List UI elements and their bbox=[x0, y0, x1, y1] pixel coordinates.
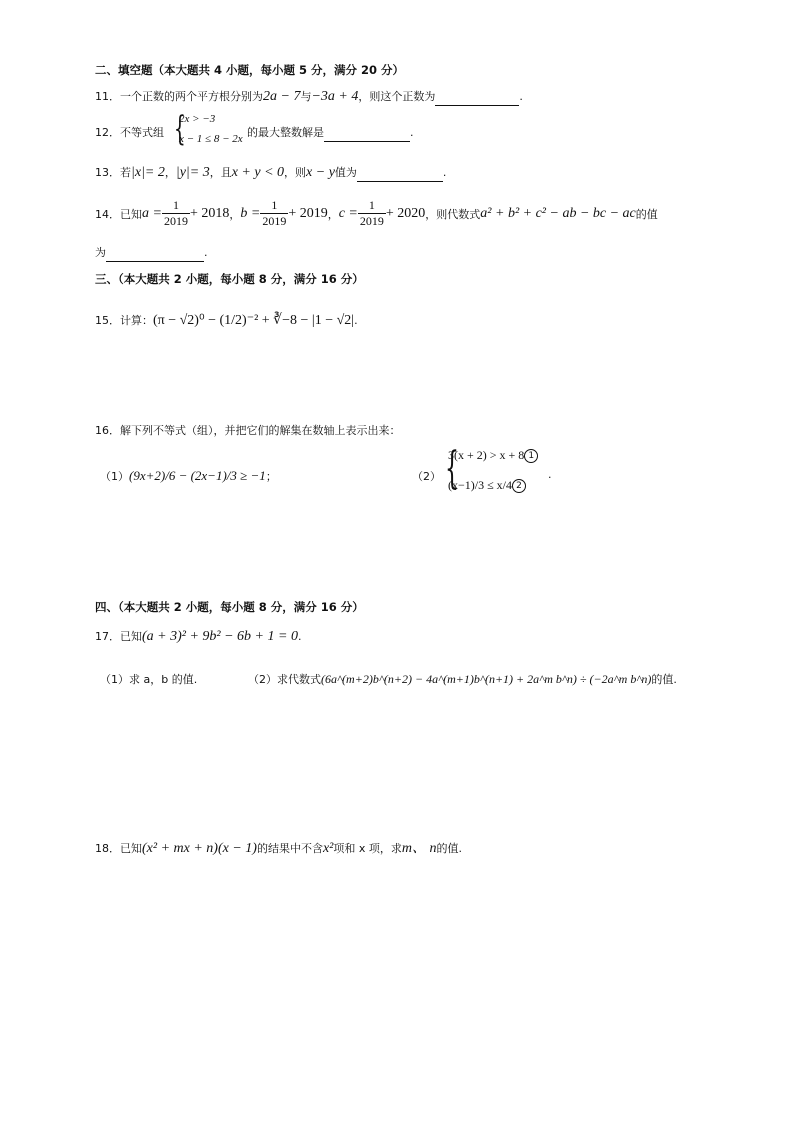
question-14: 14． 已知 a = $\frac{1}{2019}$ + 2018 ， b = $\frac{1}{2019}$ + 2019 ， c = $\frac{1}{2019}$ + 2020 ，则代数式 a² + b² + c² − ab − bc − ac 的值 bbox=[95, 198, 658, 228]
q11-text: 一个正数的两个平方根分别为 bbox=[120, 90, 263, 103]
q16-system-line-1: 3(x + 2) > x + 8 1 bbox=[448, 448, 538, 463]
section-3-heading: 三、（本大题共 2 小题，每小题 8 分，满分 16 分） bbox=[95, 272, 364, 286]
question-17: 17．已知(a + 3)² + 9b² − 6b + 1 = 0. bbox=[95, 629, 302, 644]
q14-c: c = bbox=[338, 205, 358, 221]
question-18: 18．已知(x² + mx + n)(x − 1)的结果中不含x²项和 x 项，求m、 n的值. bbox=[95, 841, 463, 856]
q11-end: . bbox=[519, 90, 523, 103]
q17-part-2: （2）求代数式(6a^(m+2)b^(n+2) − 4a^(m+1)b^(n+1) + 2a^m b^n) ÷ (−2a^m b^n)的值. bbox=[248, 672, 677, 686]
q16-brace: { bbox=[445, 443, 459, 494]
question-15: 15．计算：(π − √2)⁰ − (1/2)⁻² + ∛−8 − |1 − √2|. bbox=[95, 313, 358, 328]
q16-part-1-expr: (9x+2)/6 − (2x−1)/3 ≥ −1 bbox=[129, 468, 266, 483]
label-circle-2: 2 bbox=[512, 479, 526, 493]
q13-expr-1: |x|= 2 bbox=[131, 165, 165, 180]
question-16: 16．解下列不等式（组），并把它们的解集在数轴上表示出来： bbox=[95, 424, 401, 437]
q12-tail: 的最大整数解是 . bbox=[247, 124, 414, 142]
q14-frac-c: $\frac{1}{2019}$ bbox=[359, 198, 384, 228]
q11-expr-1: 2a − 7 bbox=[263, 89, 301, 104]
label-circle-1: 1 bbox=[524, 449, 538, 463]
q14-frac-a: $\frac{1}{2019}$ bbox=[163, 198, 188, 228]
q16-part-1: （1）(9x+2)/6 − (2x−1)/3 ≥ −1； bbox=[100, 468, 277, 483]
q16-system-line-2: (x−1)/3 ≤ x/4 2 bbox=[448, 478, 526, 493]
q13-expr-4: x − y bbox=[306, 165, 335, 180]
q17-part-1: （1）求 a，b 的值. bbox=[100, 673, 198, 686]
section-2-heading: 二、填空题（本大题共 4 小题，每小题 5 分，满分 20 分） bbox=[95, 63, 405, 77]
q12-line-2: x − 1 ≤ 8 − 2x bbox=[179, 133, 243, 145]
q18-expr: (x² + mx + n)(x − 1) bbox=[142, 841, 257, 856]
q11-number: 11． bbox=[95, 90, 120, 103]
q13-expr-3: x + y < 0 bbox=[231, 165, 285, 180]
q18-m-n: m、 n bbox=[401, 841, 437, 856]
q18-x-squared: x² bbox=[322, 841, 334, 856]
q14-answer-blank[interactable] bbox=[106, 248, 204, 262]
q13-answer-blank[interactable] bbox=[357, 168, 443, 182]
q13-expr-2: |y|= 3 bbox=[175, 165, 210, 180]
q14-expr: a² + b² + c² − ab − bc − ac bbox=[480, 205, 636, 221]
section-4-heading: 四、（本大题共 2 小题，每小题 8 分，满分 16 分） bbox=[95, 600, 364, 614]
q17-expr: (a + 3)² + 9b² − 6b + 1 = 0 bbox=[142, 629, 298, 644]
q16-part-2: （2） { 3(x + 2) > x + 8 1 (x−1)/3 ≤ x/4 2 . bbox=[412, 443, 552, 494]
q14-b: b = bbox=[240, 205, 261, 221]
q17-part-2-expr: (6a^(m+2)b^(n+2) − 4a^(m+1)b^(n+1) + 2a^m b^n) ÷ (−2a^m b^n) bbox=[321, 672, 652, 686]
q12-line-1: 2x > −3 bbox=[179, 113, 216, 125]
q11-text-2: 与 bbox=[300, 90, 312, 103]
question-13: 13．若|x|= 2，|y|= 3，且x + y < 0，则x − y值为 . bbox=[95, 165, 447, 180]
q12-number-and-text: 12．不等式组 bbox=[95, 126, 164, 139]
q14-frac-b: $\frac{1}{2019}$ bbox=[262, 198, 287, 228]
q12-answer-blank[interactable] bbox=[324, 128, 410, 142]
q11-expr-2: −3a + 4 bbox=[311, 89, 359, 104]
question-14-continued: 为 . bbox=[95, 244, 208, 262]
q14-a: a = bbox=[142, 205, 162, 221]
q12-brace: { bbox=[173, 109, 186, 149]
q11-answer-blank[interactable] bbox=[435, 92, 519, 106]
q15-expr: (π − √2)⁰ − (1/2)⁻² + ∛−8 − |1 − √2| bbox=[153, 313, 355, 328]
q11-text-3: ，则这个正数为 bbox=[358, 90, 436, 103]
question-11 bbox=[95, 88, 523, 106]
